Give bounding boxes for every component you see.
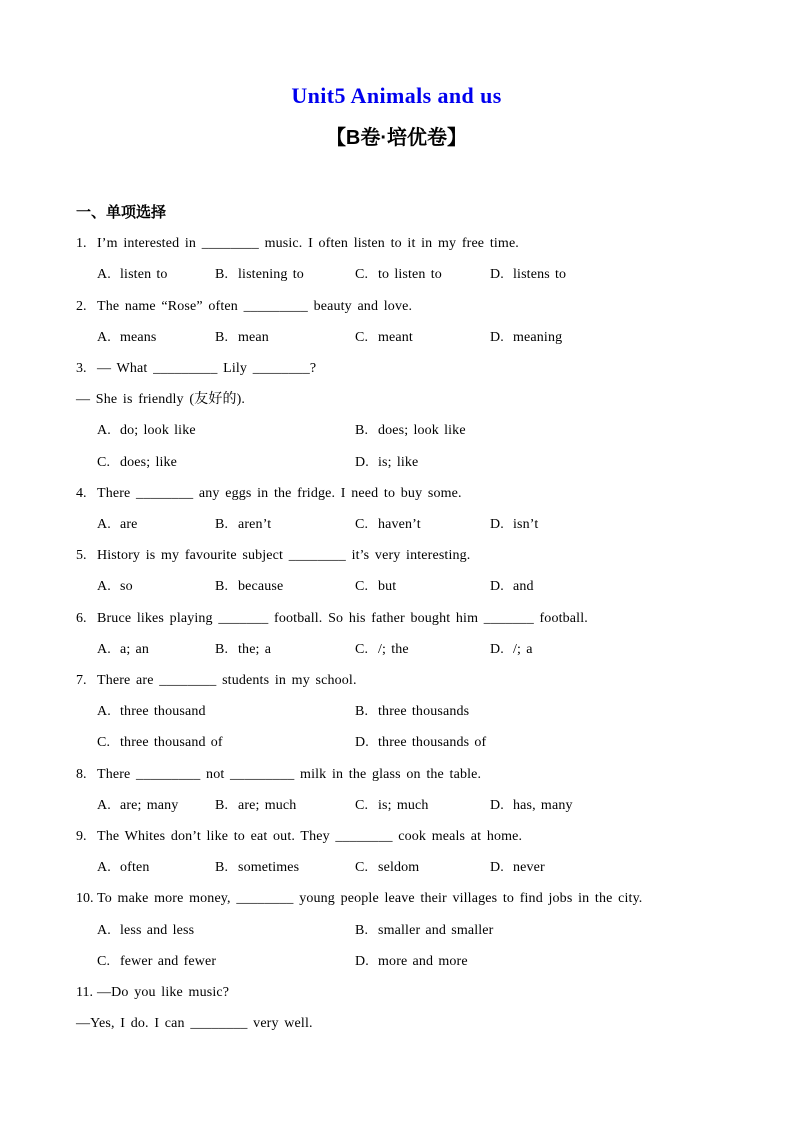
- option-item: [97, 634, 149, 665]
- question: [76, 353, 717, 478]
- option-text: fewer and fewer: [120, 953, 217, 969]
- question-stem: [76, 353, 717, 384]
- option-row: [76, 946, 717, 977]
- option-item: [490, 322, 562, 353]
- option-label: C.: [355, 516, 369, 532]
- option-text: meant: [378, 329, 413, 345]
- question-text: Bruce likes playing _______ football. So his father bought him _______ football.: [97, 610, 588, 626]
- option-item: [97, 852, 150, 883]
- question-stem: [76, 540, 717, 571]
- option-item: [490, 509, 538, 540]
- option-text: does; like: [120, 454, 178, 470]
- option-item: [355, 447, 418, 478]
- option-text: are; much: [238, 797, 297, 813]
- option-text: three thousand: [120, 704, 206, 720]
- option-label: A.: [97, 704, 111, 720]
- question-stem: [76, 665, 717, 696]
- option-label: C.: [355, 641, 369, 657]
- question-stem: [76, 478, 717, 509]
- option-item: [97, 509, 138, 540]
- option-text: a; an: [120, 641, 150, 657]
- option-item: [355, 915, 493, 946]
- option-item: [215, 509, 271, 540]
- question-list: [76, 228, 717, 1039]
- question-number: 2.: [76, 298, 87, 314]
- question-number: 6.: [76, 610, 87, 626]
- option-text: meaning: [513, 329, 563, 345]
- option-item: [97, 727, 223, 758]
- option-label: A.: [97, 797, 111, 813]
- option-label: A.: [97, 329, 111, 345]
- question-text: History is my favourite subject ________ it’s very interesting.: [97, 548, 471, 564]
- question-number: 8.: [76, 766, 87, 782]
- option-text: three thousand of: [120, 735, 223, 751]
- question-text: There ________ any eggs in the fridge. I need to buy some.: [97, 485, 462, 501]
- option-row: [76, 322, 717, 353]
- option-label: D.: [490, 516, 504, 532]
- page-subtitle: 【B卷·培优卷】: [325, 127, 468, 149]
- question-text: —Do you like music?: [97, 984, 230, 1000]
- option-item: [355, 790, 429, 821]
- question: [76, 821, 717, 883]
- question-text: To make more money, ________ young people leave their villages to find jobs in the city.: [97, 891, 643, 907]
- option-item: [355, 259, 442, 290]
- option-text: do; look like: [120, 423, 196, 439]
- question: [76, 540, 717, 602]
- option-item: [97, 447, 177, 478]
- option-label: D.: [490, 860, 504, 876]
- question: [76, 228, 717, 290]
- option-text: listens to: [513, 267, 567, 283]
- option-label: C.: [97, 454, 111, 470]
- option-label: B.: [215, 579, 229, 595]
- option-text: more and more: [378, 953, 468, 969]
- option-row: [76, 259, 717, 290]
- option-item: [490, 852, 545, 883]
- question-text: I’m interested in ________ music. I often listen to it in my free time.: [97, 236, 519, 252]
- option-item: [355, 852, 419, 883]
- option-label: D.: [490, 579, 504, 595]
- option-row: [76, 415, 717, 446]
- option-text: /; the: [378, 641, 409, 657]
- option-label: A.: [97, 922, 111, 938]
- option-text: isn’t: [513, 516, 539, 532]
- option-label: B.: [215, 329, 229, 345]
- question: [76, 478, 717, 540]
- option-item: [355, 634, 409, 665]
- option-item: [215, 852, 299, 883]
- question-text: There are ________ students in my school.: [97, 672, 357, 688]
- option-item: [490, 571, 534, 602]
- question-number: 4.: [76, 485, 87, 501]
- option-item: [355, 727, 486, 758]
- option-text: does; look like: [378, 423, 466, 439]
- option-row: [76, 852, 717, 883]
- option-text: to listen to: [378, 267, 442, 283]
- option-row: [76, 790, 717, 821]
- question-stem: [76, 228, 717, 259]
- option-label: D.: [490, 797, 504, 813]
- question-number: 9.: [76, 828, 87, 844]
- option-item: [97, 322, 157, 353]
- option-item: [355, 415, 466, 446]
- option-item: [215, 259, 304, 290]
- option-item: [97, 696, 206, 727]
- question-text: — What _________ Lily ________?: [97, 360, 317, 376]
- option-text: three thousands: [378, 704, 470, 720]
- question-number: 10.: [76, 891, 94, 907]
- option-label: C.: [355, 267, 369, 283]
- option-label: A.: [97, 641, 111, 657]
- option-label: B.: [215, 641, 229, 657]
- option-row: [76, 915, 717, 946]
- option-item: [97, 790, 178, 821]
- option-item: [97, 946, 216, 977]
- option-row: [76, 634, 717, 665]
- question-stem: [76, 603, 717, 634]
- option-text: less and less: [120, 922, 195, 938]
- question-continuation-line: — She is friendly (友好的).: [76, 392, 246, 408]
- question-continuation-line: —Yes, I do. I can ________ very well.: [76, 1016, 313, 1032]
- question-number: 11.: [76, 984, 93, 1000]
- option-label: A.: [97, 267, 111, 283]
- option-text: are: [120, 516, 138, 532]
- option-label: B.: [215, 267, 229, 283]
- question-text: The name “Rose” often _________ beauty and love.: [97, 298, 413, 314]
- exam-content: [76, 197, 717, 1039]
- option-text: listening to: [238, 267, 304, 283]
- option-text: are; many: [120, 797, 179, 813]
- option-item: [355, 322, 413, 353]
- option-item: [355, 946, 468, 977]
- page-title: Unit5 Animals and us: [291, 83, 502, 108]
- option-text: never: [513, 860, 545, 876]
- option-row: [76, 447, 717, 478]
- option-label: A.: [97, 423, 111, 439]
- option-label: A.: [97, 579, 111, 595]
- option-label: D.: [355, 953, 369, 969]
- option-item: [215, 634, 271, 665]
- option-label: D.: [490, 641, 504, 657]
- option-text: because: [238, 579, 284, 595]
- section-heading: 一、单项选择: [76, 204, 167, 221]
- question-stem: [76, 883, 717, 914]
- question-stem: [76, 821, 717, 852]
- option-text: seldom: [378, 860, 420, 876]
- option-label: C.: [355, 579, 369, 595]
- question: [76, 883, 717, 977]
- option-text: but: [378, 579, 397, 595]
- option-item: [355, 571, 396, 602]
- question-stem: [76, 977, 717, 1008]
- option-text: the; a: [238, 641, 272, 657]
- question: [76, 759, 717, 821]
- question-text: There _________ not _________ milk in the glass on the table.: [97, 766, 482, 782]
- option-text: aren’t: [238, 516, 272, 532]
- option-label: D.: [490, 267, 504, 283]
- option-text: sometimes: [238, 860, 300, 876]
- option-text: so: [120, 579, 133, 595]
- option-text: is; much: [378, 797, 429, 813]
- option-label: C.: [355, 797, 369, 813]
- question-stem: [76, 291, 717, 322]
- option-label: B.: [355, 423, 369, 439]
- option-item: [97, 415, 196, 446]
- question-number: 5.: [76, 548, 87, 564]
- option-label: A.: [97, 860, 111, 876]
- option-label: A.: [97, 516, 111, 532]
- option-row: [76, 571, 717, 602]
- option-label: B.: [215, 860, 229, 876]
- option-text: haven’t: [378, 516, 421, 532]
- option-label: B.: [215, 797, 229, 813]
- option-row: [76, 509, 717, 540]
- option-item: [490, 259, 566, 290]
- option-item: [355, 696, 469, 727]
- option-label: C.: [355, 860, 369, 876]
- question: [76, 665, 717, 759]
- option-label: D.: [490, 329, 504, 345]
- option-item: [215, 790, 296, 821]
- question-number: 3.: [76, 360, 87, 376]
- option-label: D.: [355, 454, 369, 470]
- option-text: three thousands of: [378, 735, 487, 751]
- option-label: B.: [355, 704, 369, 720]
- option-label: C.: [97, 735, 111, 751]
- option-label: D.: [355, 735, 369, 751]
- option-text: means: [120, 329, 157, 345]
- option-text: mean: [238, 329, 269, 345]
- option-item: [355, 509, 421, 540]
- option-row: [76, 696, 717, 727]
- option-label: C.: [355, 329, 369, 345]
- option-item: [490, 790, 573, 821]
- option-item: [97, 259, 168, 290]
- option-text: and: [513, 579, 534, 595]
- question-stem: [76, 759, 717, 790]
- option-item: [97, 571, 133, 602]
- option-text: often: [120, 860, 150, 876]
- option-text: has, many: [513, 797, 573, 813]
- option-item: [215, 322, 269, 353]
- option-label: C.: [97, 953, 111, 969]
- question: [76, 603, 717, 665]
- option-row: [76, 727, 717, 758]
- question: [76, 977, 717, 1039]
- option-item: [215, 571, 283, 602]
- question: [76, 291, 717, 353]
- option-text: listen to: [120, 267, 168, 283]
- option-text: smaller and smaller: [378, 922, 494, 938]
- option-label: B.: [355, 922, 369, 938]
- option-item: [97, 915, 194, 946]
- option-text: /; a: [513, 641, 533, 657]
- option-text: is; like: [378, 454, 419, 470]
- option-item: [490, 634, 533, 665]
- option-label: B.: [215, 516, 229, 532]
- question-number: 1.: [76, 236, 87, 252]
- question-number: 7.: [76, 672, 87, 688]
- question-text: The Whites don’t like to eat out. They ________ cook meals at home.: [97, 828, 523, 844]
